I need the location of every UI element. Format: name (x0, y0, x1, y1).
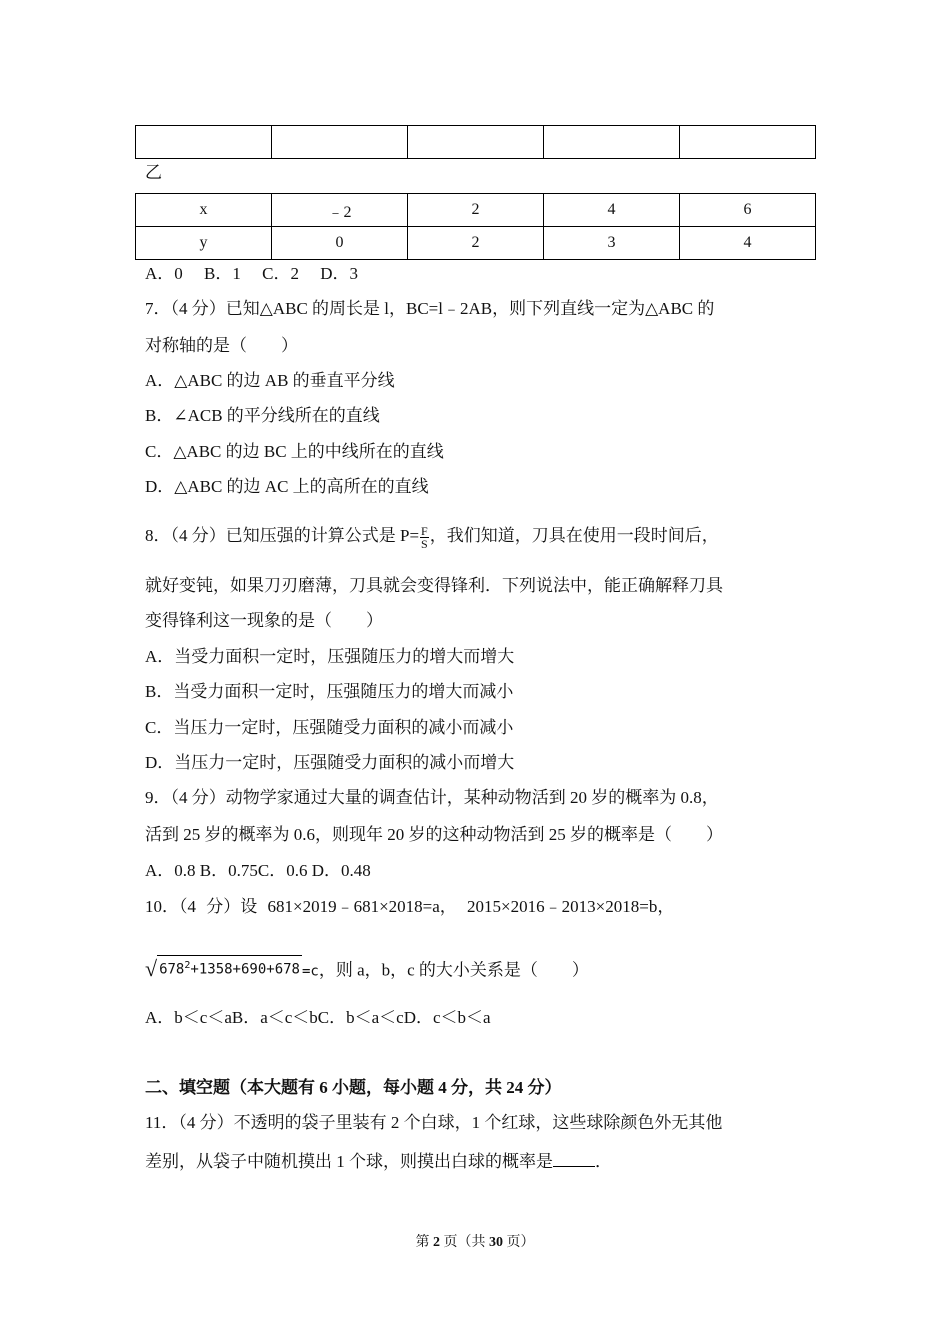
radicand-base: 678 (159, 961, 185, 978)
q11-text-post: ． (595, 1152, 612, 1171)
q10-text-post: ，则 a，b，c 的大小关系是（ ） (318, 960, 589, 980)
table-cell: y (136, 227, 272, 260)
table-row-y (136, 227, 816, 260)
sqrt-equals: =c (301, 963, 319, 980)
table-cell: ﹣2 (272, 194, 408, 227)
q8-stem-line3: 变得锋利这一现象的是（ ） (145, 611, 383, 630)
table-cell (680, 126, 816, 159)
q8-option-b: B．当受力面积一定时，压强随压力的增大而减小 (145, 682, 514, 701)
q7-stem-line1: 7．（4 分）已知△ABC 的周长是 l，BC=l﹣2AB，则下列直线一定为△ABC 的 (145, 299, 715, 318)
section-title: 二、填空题（本大题有 6 小题，每小题 4 分，共 24 分） (145, 1078, 562, 1097)
sqrt-radicand (157, 955, 302, 980)
q6-options: A．0 B．1 C．2 D．3 (145, 264, 358, 283)
xy-table (135, 193, 816, 260)
q7-option-a: A．△ABC 的边 AB 的垂直平分线 (145, 371, 395, 390)
fraction-numerator: F (421, 523, 428, 538)
q10-stem-line1: 10．（4 分）设 681×2019﹣681×2018=a， 2015×2016﹣2013×2018=b， (145, 897, 675, 916)
fraction-denominator: S (421, 536, 428, 551)
table-cell (408, 126, 544, 159)
table-label: 乙 (145, 163, 162, 182)
q7-stem-line2: 对称轴的是（ ） (145, 336, 298, 355)
q9-stem-line2: 活到 25 岁的概率为 0.6，则现年 20 岁的这种动物活到 25 岁的概率是（ ） (145, 825, 723, 844)
answer-blank (553, 1152, 595, 1167)
top-table-fragment (135, 125, 816, 159)
q10-options: A．b＜c＜aB．a＜c＜bC．b＜a＜cD．c＜b＜a (145, 1008, 491, 1027)
q7-option-c: C．△ABC 的边 BC 上的中线所在的直线 (145, 442, 444, 461)
total-pages: 30 (489, 1235, 503, 1250)
q7-option-d: D．△ABC 的边 AC 上的高所在的直线 (145, 477, 429, 496)
q7-option-b: B．∠ACB 的平分线所在的直线 (145, 406, 380, 425)
table-cell: 6 (680, 194, 816, 227)
page-footer (0, 1231, 950, 1251)
q8-text-post: ，我们知道，刀具在使用一段时间后， (429, 526, 719, 545)
q11-text-pre: 差别，从袋子中随机摸出 1 个球，则摸出白球的概率是 (145, 1152, 553, 1171)
fraction (420, 525, 429, 550)
q8-stem-line1 (145, 522, 719, 550)
sqrt-icon: √ (145, 955, 158, 981)
q8-text-pre: 8．（4 分）已知压强的计算公式是 P= (145, 526, 420, 545)
radicand-rest: +1358+690+678 (190, 961, 300, 978)
table-row-x (136, 194, 816, 227)
sqrt-expression (145, 955, 302, 980)
table-cell (272, 126, 408, 159)
table-cell: 4 (680, 227, 816, 260)
q8-option-a: A．当受力面积一定时，压强随压力的增大而增大 (145, 647, 515, 666)
q11-stem-line1: 11．（4 分）不透明的袋子里装有 2 个白球，1 个红球，这些球除颜色外无其他 (145, 1113, 723, 1132)
q9-options: A．0.8 B．0.75C．0.6 D．0.48 (145, 861, 371, 880)
table-cell (544, 126, 680, 159)
table-cell (136, 126, 272, 159)
table-cell: 4 (544, 194, 680, 227)
footer-post: 页） (503, 1235, 535, 1250)
footer-pre: 第 (415, 1235, 433, 1250)
q8-option-d: D．当压力一定时，压强随受力面积的减小而增大 (145, 753, 515, 772)
table-cell: 0 (272, 227, 408, 260)
table-cell: x (136, 194, 272, 227)
table-cell: 3 (544, 227, 680, 260)
table-cell: 2 (408, 194, 544, 227)
q10-stem-line2 (145, 955, 589, 982)
q11-stem-line2 (145, 1152, 612, 1172)
q9-stem-line1: 9．（4 分）动物学家通过大量的调查估计，某种动物活到 20 岁的概率为 0.8， (145, 788, 719, 807)
radicand-exponent: 2 (184, 960, 191, 971)
q8-stem-line2: 就好变钝，如果刀刃磨薄，刀具就会变得锋利．下列说法中，能正确解释刀具 (145, 576, 723, 595)
q8-option-c: C．当压力一定时，压强随受力面积的减小而减小 (145, 718, 514, 737)
table-cell: 2 (408, 227, 544, 260)
table-row (136, 126, 816, 159)
page-number: 2 (433, 1235, 440, 1250)
footer-mid: 页（共 (440, 1235, 489, 1250)
